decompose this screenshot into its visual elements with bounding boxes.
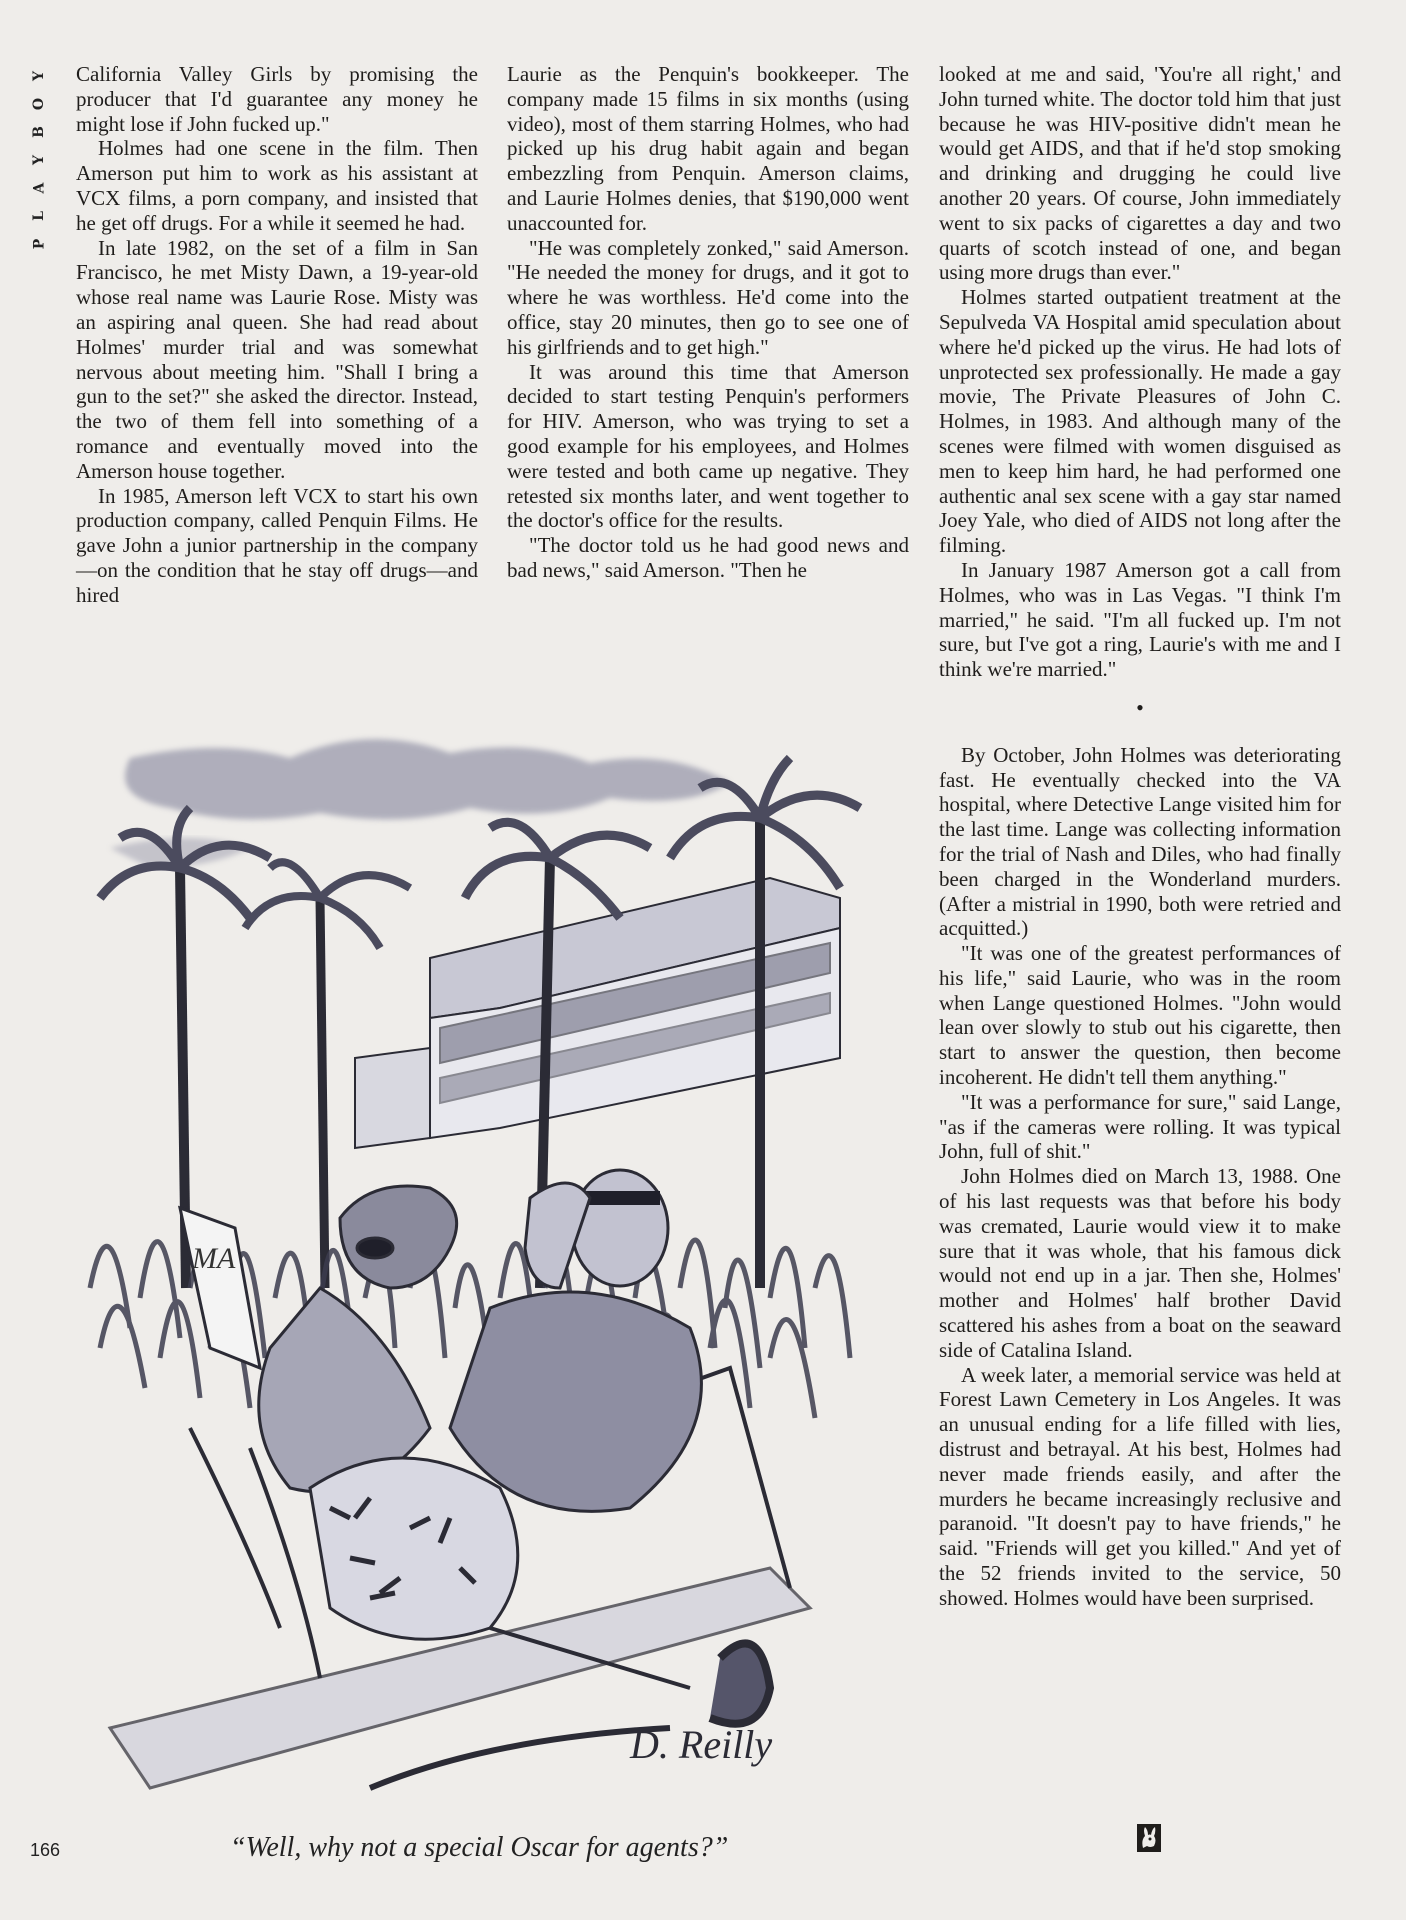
playboy-side-logo [28,62,50,258]
paragraph: "It was one of the greatest performances of his life," said Laurie, who was in the room when Lange questioned Holmes. "John would lean over slowly to stub out his cigarette, then start to answer the question, then become incoherent. He didn't tell them anything." [939,941,1341,1090]
cloud-wash [125,739,730,819]
paragraph: By October, John Holmes was deteriorating fast. He eventually checked into the VA hospital, where Detective Lange visited him for the last time. Lange was collecting information for the trial of Nash and Diles, who had finally been charged in the Wonderland murders. (After a mistrial in 1990, both were retried and acquitted.) [939,742,1341,941]
magazine-cover-text: MA [192,1242,236,1275]
paragraph: Holmes started outpatient treatment at the Sepulveda VA Hospital amid speculation about where he'd picked up the virus. He had lots of unprotected sex professionally. He made a gay movie, The Private Pleasures of John C. Holmes, in 1983. And although many of the scenes were filmed with women disguised as men to keep him hard, he had performed one authentic anal sex scene with a gay star named Joey Yale, who died of AIDS not long after the filming. [939,285,1341,558]
paragraph: John Holmes died on March 13, 1988. One of his last requests was that before his body was cremated, Laurie would view it to make sure that it was whole, that his famous dick would not end up in a jar. Then she, Holmes' mother and Holmes' half brother David scattered his ashes from a boat on the seaward side of Catalina Island. [939,1164,1341,1362]
brand-letter: B [31,126,47,138]
brand-letter: L [31,211,47,221]
paragraph: "The doctor told us he had good news and bad news," said Amerson. "Then he [507,533,909,582]
paragraph: "It was a performance for sure," said Lange, "as if the cameras were rolling. It was typical John, full of shit." [939,1089,1341,1164]
paragraph: In late 1982, on the set of a film in San Francisco, he met Misty Dawn, a 19-year-old whose real name was Laurie Rose. Misty was an aspiring anal queen. She had read about Holmes' murder trial and was somewhat nervous about meeting him. "Shall I bring a gun to the set?" she asked the director. Instead, the two of them fell into something of a romance and eventually moved into the Amerson house together. [76,235,478,483]
building [355,878,840,1148]
brand-letter: P [31,238,47,250]
article-column-1 [76,62,478,608]
paragraph: A week later, a memorial service was held at Forest Lawn Cemetery in Los Angeles. It was an unusual ending for a life filled with lies, distrust and betrayal. At his best, Holmes had never made friends easily, and after the murders he became increasingly reclusive and paranoid. "It doesn't pay to have friends," he said. "Friends will get you killed." And yet of the 52 friends invited to the service, 50 showed. Holmes would have been surprised. [939,1362,1341,1610]
section-break-bullet: • [1136,694,1144,720]
paragraph: "He was completely zonked," said Amerson. "He needed the money for drugs, and it got to where he was worthless. He'd come into the office, stay 20 minutes, then go to see one of his girlfriends and to get high." [507,235,909,359]
paragraph: Holmes had one scene in the film. Then Amerson put him to work as his assistant at VCX films, a porn company, and insisted that he get off drugs. For a while it seemed he had. [76,136,478,235]
article-column-2 [507,62,909,583]
article-column-3 [939,62,1341,1611]
paragraph: In January 1987 Amerson got a call from Holmes, who was in Las Vegas. "I think I'm married," he said. "I'm all fucked up. I'm not sure, but I've got a ring, Laurie's with me and I think we're married." [939,557,1341,682]
paragraph: Laurie as the Penquin's bookkeeper. The company made 15 films in six months (using video), most of them starring Holmes, who had picked up his drug habit again and began embezzling from Penquin. Amerson claims, and Laurie Holmes denies, that $190,000 went unaccounted for. [507,62,909,235]
paragraph: In 1985, Amerson left VCX to start his own production company, called Penquin Films. He gave John a junior partnership in the company—on the condition that he stay off drugs—and hired [76,483,478,607]
cartoon-illustration [70,728,920,1818]
brand-letter: O [30,97,47,111]
paragraph: California Valley Girls by promising the producer that I'd guarantee any money he might lose if John fucked up." [76,62,478,136]
paragraph: It was around this time that Amerson decided to start testing Penquin's performers for HIV. Amerson, who was trying to set a good example for his employees, and Holmes were tested and both came up negative. They retested six months later, and went together to the doctor's office for the results. [507,359,909,533]
artist-signature: D. Reilly [630,1722,773,1767]
brand-letter: Y [31,71,47,81]
paragraph: looked at me and said, 'You're all right,' and John turned white. The doctor told him that just because he was HIV-positive didn't mean he would get AIDS, and that if he'd stop smoking and drinking and drugging he could live another 20 years. Of course, John immediately went to six packs of cigarettes a day and two quarts of scotch instead of one, and began using more drugs than ever." [939,62,1341,285]
brand-letter: A [31,182,47,194]
brand-letter: Y [31,155,47,165]
page-number: 166 [30,1840,61,1860]
cartoon-caption: “Well, why not a special Oscar for agents?” [230,1832,729,1863]
rabbit-head-end-mark-icon [1137,1824,1161,1852]
